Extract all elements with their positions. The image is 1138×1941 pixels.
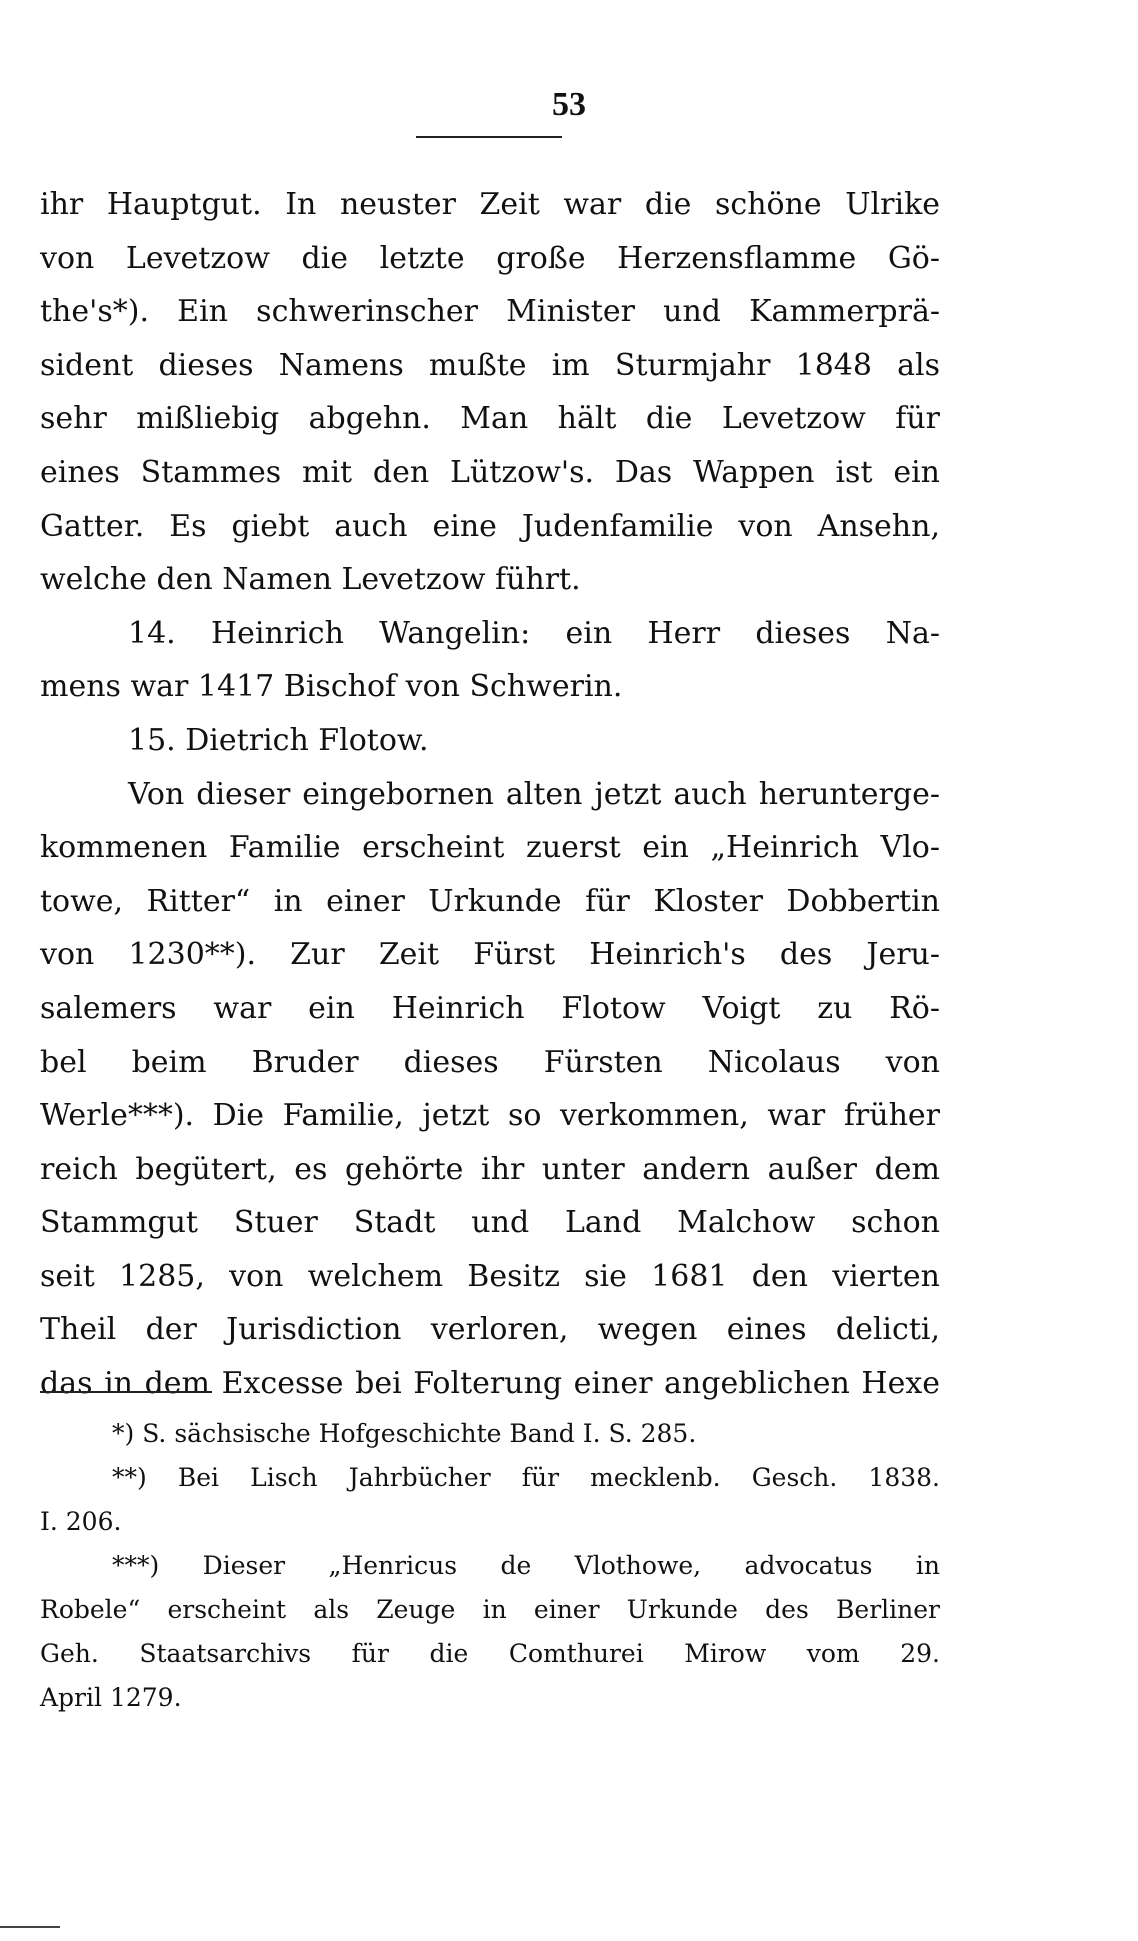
body-line: salemers war ein Heinrich Flotow Voigt zu Rö- [40,990,940,1026]
body-line: von Levetzow die letzte große Herzensflamme Gö- [40,240,940,276]
footnote-line: April 1279. [40,1683,182,1712]
body-line: kommenen Familie erscheint zuerst ein „Heinrich Vlo- [40,830,940,866]
page-number-rule [416,136,562,138]
footnote-line: ***) Dieser „Henricus de Vlothowe, advocatus in [112,1551,940,1580]
footnote-line: *) S. sächsische Hofgeschichte Band I. S. 285. [112,1419,697,1448]
footnote-line: Geh. Staatsarchivs für die Comthurei Mirow vom 29. [40,1639,940,1668]
body-line: von 1230**). Zur Zeit Fürst Heinrich's des Jeru- [40,937,940,973]
body-line: welche den Namen Levetzow führt. [40,562,581,598]
body-line: sehr mißliebig abgehn. Man hält die Levetzow für [40,401,940,437]
body-line: ihr Hauptgut. In neuster Zeit war die schöne Ulrike [40,187,940,222]
page-edge-mark [0,1926,60,1928]
body-line: mens war 1417 Bischof von Schwerin. [40,669,623,705]
body-line: seit 1285, von welchem Besitz sie 1681 den vierten [40,1258,940,1294]
body-line: 14. Heinrich Wangelin: ein Herr dieses Na- [128,615,940,651]
body-line: sident dieses Namens mußte im Sturmjahr 1848 als [40,347,940,383]
body-line: bel beim Bruder dieses Fürsten Nicolaus von [40,1044,940,1080]
body-line: Stammgut Stuer Stadt und Land Malchow schon [40,1205,940,1241]
body-line: towe, Ritter“ in einer Urkunde für Kloster Dobbertin [40,883,940,919]
body-line: Gatter. Es giebt auch eine Judenfamilie von Ansehn, [40,508,940,544]
footnote-line: **) Bei Lisch Jahrbücher für mecklenb. Gesch. 1838. [112,1463,940,1492]
body-line: Theil der Jurisdiction verloren, wegen eines delicti, [40,1312,940,1348]
page-number: 53 [552,86,586,123]
body-line: Werle***). Die Familie, jetzt so verkommen, war früher [40,1098,940,1134]
body-line: reich begütert, es gehörte ihr unter andern außer dem [40,1151,940,1187]
body-line: 15. Dietrich Flotow. [128,722,429,758]
footnote-line: Robele“ erscheint als Zeuge in einer Urkunde des Berliner [40,1595,940,1624]
body-text [40,178,940,1411]
body-line: the's*). Ein schwerinscher Minister und Kammerprä- [40,294,940,330]
body-line: eines Stammes mit den Lützow's. Das Wappen ist ein [40,454,940,490]
footnote-line: I. 206. [40,1507,122,1536]
body-line: Von dieser eingebornen alten jetzt auch herunterge- [128,776,940,812]
footnote-separator [40,1391,212,1393]
body-line: das in dem Excesse bei Folterung einer angeblichen Hexe [40,1366,940,1402]
footnotes [40,1412,940,1720]
